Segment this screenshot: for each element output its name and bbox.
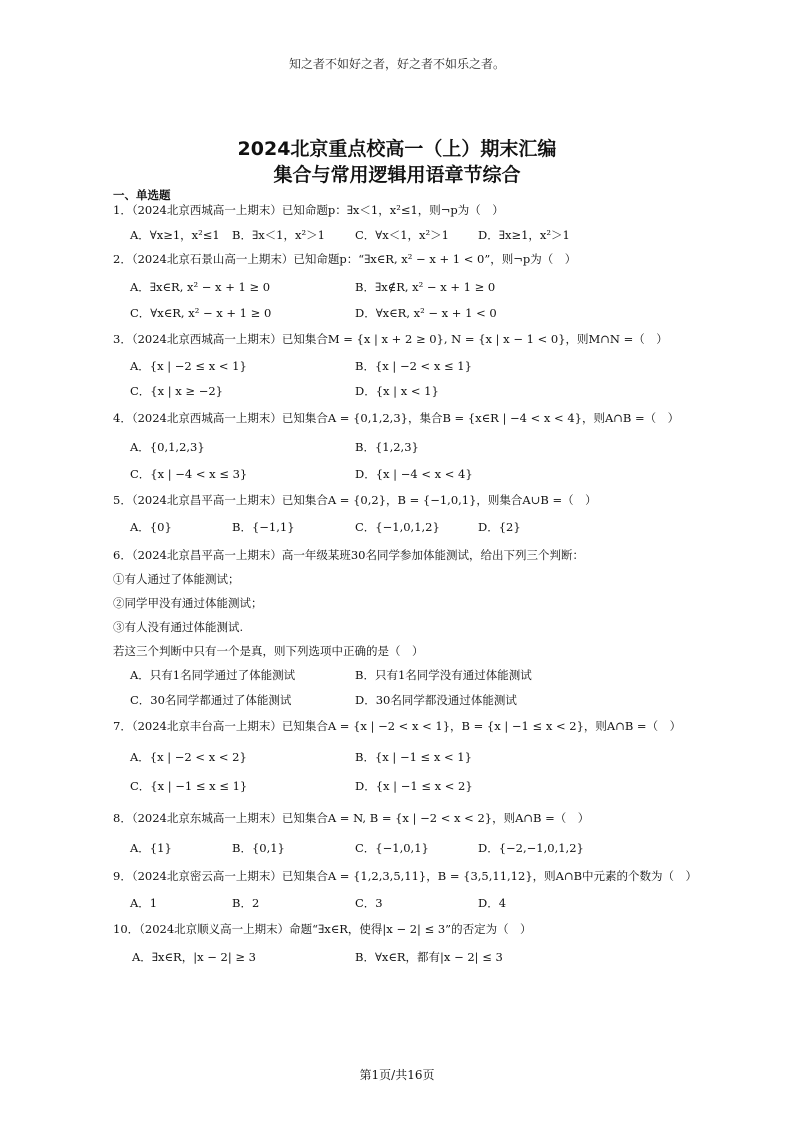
q8-option-d: D．{−2,−1,0,1,2}	[478, 841, 584, 855]
q2-option-d: D．∀x∈R, x² − x + 1 < 0	[355, 306, 497, 320]
q2-option-b: B．∃x∉R, x² − x + 1 ≥ 0	[355, 280, 496, 294]
q8-option-b: B．{0,1}	[232, 841, 285, 855]
q5-option-c: C．{−1,0,1,2}	[355, 520, 440, 534]
question-1-stem: 1．（2024北京西城高一上期末）已知命题p：∃x＜1，x²≤1，则¬p为（ ）	[113, 203, 504, 217]
q5-option-d: D．{2}	[478, 520, 521, 534]
question-2-stem: 2．（2024北京石景山高一上期末）已知命题p：“∃x∈R, x² − x + 1 < 0”，则¬p为（ ）	[113, 252, 577, 266]
q10-option-a: A．∃x∈R，|x − 2| ≥ 3	[132, 950, 256, 964]
question-6-stem: 6．（2024北京昌平高一上期末）高一年级某班30名同学参加体能测试，给出下列三个判断：	[113, 548, 584, 562]
q1-option-b: B．∃x＜1，x²＞1	[232, 228, 325, 242]
question-3-stem: 3．（2024北京西城高一上期末）已知集合M = {x | x + 2 ≥ 0}, N = {x | x − 1 < 0}，则M∩N =（ ）	[113, 332, 668, 346]
q4-option-c: C．{x | −4 < x ≤ 3}	[130, 467, 248, 481]
question-4-stem: 4．（2024北京西城高一上期末）已知集合A = {0,1,2,3}，集合B = {x∈R | −4 < x < 4}，则A∩B =（ ）	[113, 411, 680, 425]
q6-judgment-3: ③有人没有通过体能测试.	[113, 620, 244, 634]
q1-option-c: C．∀x＜1，x²＞1	[355, 228, 449, 242]
q9-option-d: D．4	[478, 896, 507, 910]
section-heading: 一、单选题	[113, 188, 171, 202]
q7-option-b: B．{x | −1 ≤ x < 1}	[355, 750, 472, 764]
question-9-stem: 9．（2024北京密云高一上期末）已知集合A = {1,2,3,5,11}，B = {3,5,11,12}，则A∩B中元素的个数为（ ）	[113, 869, 698, 883]
q6-judgment-1: ①有人通过了体能测试；	[113, 572, 240, 586]
q3-option-a: A．{x | −2 ≤ x < 1}	[130, 359, 247, 373]
document-title: 2024北京重点校高一（上）期末汇编	[237, 138, 557, 160]
q4-option-b: B．{1,2,3}	[355, 440, 419, 454]
q6-option-c: C．30名同学都通过了体能测试	[130, 693, 292, 707]
question-7-stem: 7．（2024北京丰台高一上期末）已知集合A = {x | −2 < x < 1}，B = {x | −1 ≤ x < 2}，则A∩B =（ ）	[113, 719, 682, 733]
document-subtitle: 集合与常用逻辑用语章节综合	[273, 164, 521, 186]
q9-option-b: B．2	[232, 896, 260, 910]
q7-option-c: C．{x | −1 ≤ x ≤ 1}	[130, 779, 248, 793]
q7-option-a: A．{x | −2 < x < 2}	[130, 750, 247, 764]
question-8-stem: 8．（2024北京东城高一上期末）已知集合A = N, B = {x | −2 < x < 2}，则A∩B =（ ）	[113, 811, 590, 825]
q6-judgment-2: ②同学甲没有通过体能测试；	[113, 596, 263, 610]
q7-option-d: D．{x | −1 ≤ x < 2}	[355, 779, 473, 793]
q3-option-c: C．{x | x ≥ −2}	[130, 384, 223, 398]
q4-option-a: A．{0,1,2,3}	[130, 440, 205, 454]
q9-option-c: C．3	[355, 896, 383, 910]
q8-option-a: A．{1}	[130, 841, 172, 855]
page-number: 第1页/共16页	[359, 1068, 435, 1082]
q9-option-a: A．1	[130, 896, 158, 910]
q10-option-b: B．∀x∈R，都有|x − 2| ≤ 3	[355, 950, 503, 964]
q5-option-a: A．{0}	[130, 520, 172, 534]
q5-option-b: B．{−1,1}	[232, 520, 295, 534]
page-header-motto: 知之者不如好之者，好之者不如乐之者。	[288, 57, 505, 71]
q6-option-b: B．只有1名同学没有通过体能测试	[355, 668, 532, 682]
q4-option-d: D．{x | −4 < x < 4}	[355, 467, 473, 481]
q2-option-a: A．∃x∈R, x² − x + 1 ≥ 0	[130, 280, 271, 294]
q1-option-a: A．∀x≥1，x²≤1	[130, 228, 220, 242]
q3-option-d: D．{x | x < 1}	[355, 384, 439, 398]
q1-option-d: D．∃x≥1，x²＞1	[478, 228, 570, 242]
question-10-stem: 10．（2024北京顺义高一上期末）命题“∃x∈R，使得|x − 2| ≤ 3”的否定为（ ）	[113, 922, 532, 936]
q8-option-c: C．{−1,0,1}	[355, 841, 429, 855]
q6-option-a: A．只有1名同学通过了体能测试	[130, 668, 296, 682]
q6-question-tail: 若这三个判断中只有一个是真，则下列选项中正确的是（ ）	[113, 644, 424, 658]
question-5-stem: 5．（2024北京昌平高一上期末）已知集合A = {0,2}，B = {−1,0,1}，则集合A∪B =（ ）	[113, 493, 597, 507]
q6-option-d: D．30名同学都没通过体能测试	[355, 693, 517, 707]
q3-option-b: B．{x | −2 < x ≤ 1}	[355, 359, 472, 373]
q2-option-c: C．∀x∈R, x² − x + 1 ≥ 0	[130, 306, 272, 320]
